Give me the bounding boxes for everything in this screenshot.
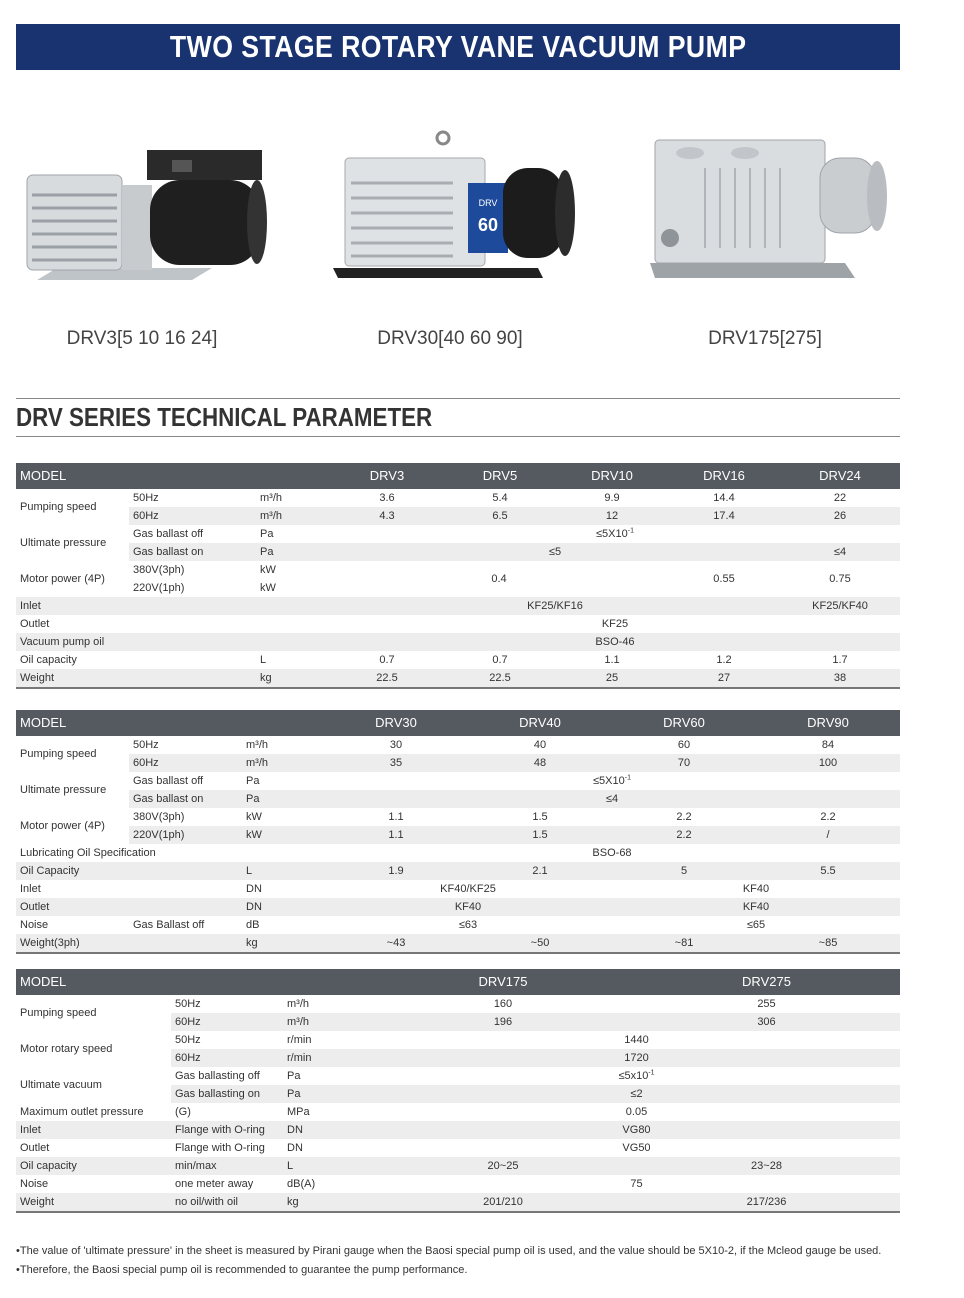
table-row: [16, 669, 900, 688]
row-unit: Pa: [283, 1067, 373, 1085]
table-row: [16, 790, 900, 808]
model-col: DRV3: [330, 463, 444, 489]
row-sub: Gas ballast off: [129, 525, 256, 543]
cell: 5.5: [756, 862, 900, 880]
cell: 30: [324, 736, 468, 754]
cell: 1.2: [668, 651, 780, 669]
cell: 20~25: [373, 1157, 633, 1175]
table-row: [16, 615, 900, 633]
cell: 1.1: [556, 651, 668, 669]
model-col: DRV275: [633, 969, 900, 995]
cell: 1.7: [780, 651, 900, 669]
badge-number: 60: [477, 215, 499, 235]
cell: 1440: [373, 1031, 900, 1049]
table-row: [16, 736, 900, 754]
table-header: [16, 969, 900, 995]
cell: 3.6: [330, 489, 444, 507]
row-unit: m³/h: [283, 1013, 373, 1031]
table-row: [16, 633, 900, 651]
cell: [324, 772, 900, 790]
table-row: [16, 1157, 900, 1175]
table-row: [16, 1175, 900, 1193]
row-label: Motor power (4P): [16, 808, 129, 844]
row-unit: MPa: [283, 1103, 373, 1121]
table-row: [16, 916, 900, 934]
cell: KF40: [612, 898, 900, 916]
exponent: -1: [624, 774, 631, 782]
row-label: Oil Capacity: [16, 862, 242, 880]
row-sub: 380V(3ph): [129, 808, 242, 826]
row-unit: L: [283, 1157, 373, 1175]
pump-image-drv175: [645, 128, 895, 293]
row-label: Weight: [16, 669, 256, 688]
row-unit: kg: [242, 934, 324, 953]
cell: ≤5: [330, 543, 780, 561]
value: ≤5X10: [593, 775, 625, 787]
row-label: Motor power (4P): [16, 561, 129, 597]
row-unit: kW: [256, 579, 330, 597]
row-sub: 50Hz: [129, 489, 256, 507]
cell: 26: [780, 507, 900, 525]
row-sub: 50Hz: [171, 995, 283, 1013]
cell: 1.1: [324, 808, 468, 826]
row-label: Oil capacity: [16, 651, 256, 669]
row-sub: 220V(1ph): [129, 579, 256, 597]
table-row: [16, 1031, 900, 1049]
cell: 6.5: [444, 507, 556, 525]
cell: KF25/KF16: [330, 597, 780, 615]
cell: KF40/KF25: [324, 880, 612, 898]
row-label: Vacuum pump oil: [16, 633, 330, 651]
cell: 84: [756, 736, 900, 754]
cell: 1.9: [324, 862, 468, 880]
cell: 0.55: [668, 561, 780, 597]
row-unit: DN: [242, 898, 324, 916]
spec-table-drv175-275: [16, 969, 900, 1213]
cell: ≤4: [324, 790, 900, 808]
row-label: Inlet: [16, 1121, 171, 1139]
row-unit: L: [242, 862, 324, 880]
cell: ≤2: [373, 1085, 900, 1103]
cell: BSO-46: [330, 633, 900, 651]
row-sub: 60Hz: [129, 507, 256, 525]
footnote-2: •Therefore, the Baosi special pump oil is recommended to guarantee the pump performance.: [16, 1264, 468, 1276]
row-label: Outlet: [16, 898, 242, 916]
cell: 160: [373, 995, 633, 1013]
table-row: [16, 543, 900, 561]
cell: [373, 1067, 900, 1085]
row-sub: Gas ballast on: [129, 543, 256, 561]
row-sub: Gas ballasting on: [171, 1085, 283, 1103]
row-sub: Flange with O-ring: [171, 1121, 283, 1139]
cell: 0.7: [330, 651, 444, 669]
row-unit: kW: [242, 808, 324, 826]
row-unit: kg: [283, 1193, 373, 1212]
row-sub: one meter away: [171, 1175, 283, 1193]
table-row: [16, 826, 900, 844]
row-sub: 50Hz: [129, 736, 242, 754]
pump-image-drv30: [333, 128, 583, 293]
spec-table-drv30-90: [16, 710, 900, 954]
model-col: DRV16: [668, 463, 780, 489]
row-label: Ultimate vacuum: [16, 1067, 171, 1103]
model-col: DRV5: [444, 463, 556, 489]
model-col: DRV24: [780, 463, 900, 489]
cell: 1.5: [468, 808, 612, 826]
table-row: [16, 1103, 900, 1121]
cell: ≤4: [780, 543, 900, 561]
cell: BSO-68: [324, 844, 900, 862]
value: ≤5x10: [618, 1070, 649, 1082]
cell: 75: [373, 1175, 900, 1193]
cell: KF40: [612, 880, 900, 898]
row-label: Inlet: [16, 880, 242, 898]
cell: KF25/KF40: [780, 597, 900, 615]
table-row: [16, 808, 900, 826]
row-sub: 220V(1ph): [129, 826, 242, 844]
cell: 255: [633, 995, 900, 1013]
table-row: [16, 934, 900, 953]
row-unit: kW: [242, 826, 324, 844]
cell: VG80: [373, 1121, 900, 1139]
table-row: [16, 1139, 900, 1157]
model-label: MODEL: [16, 710, 324, 736]
cell: 0.75: [780, 561, 900, 597]
table-row: [16, 898, 900, 916]
row-label: Weight: [16, 1193, 171, 1212]
row-sub: 60Hz: [129, 754, 242, 772]
exponent: -1: [627, 527, 634, 535]
table-header: [16, 710, 900, 736]
page-banner: [16, 24, 900, 70]
cell: 2.2: [612, 826, 756, 844]
model-col: DRV40: [468, 710, 612, 736]
row-unit: Pa: [256, 525, 330, 543]
cell: 60: [612, 736, 756, 754]
cell: 25: [556, 669, 668, 688]
cell: 17.4: [668, 507, 780, 525]
row-label: Oil capacity: [16, 1157, 171, 1175]
row-label: Weight(3ph): [16, 934, 242, 953]
row-unit: m³/h: [256, 507, 330, 525]
value: ≤5X10: [596, 528, 628, 540]
cell: 2.1: [468, 862, 612, 880]
product-caption-2: DRV30[40 60 90]: [377, 328, 523, 349]
table-row: [16, 772, 900, 790]
cell: ~81: [612, 934, 756, 953]
cell: VG50: [373, 1139, 900, 1157]
row-label: Ultimate pressure: [16, 525, 129, 561]
cell: 48: [468, 754, 612, 772]
cell: 4.3: [330, 507, 444, 525]
spec-table-drv3-24: [16, 463, 900, 689]
model-col: DRV90: [756, 710, 900, 736]
model-col: DRV30: [324, 710, 468, 736]
table-row: [16, 489, 900, 507]
cell: 14.4: [668, 489, 780, 507]
row-unit: DN: [242, 880, 324, 898]
row-label: Noise: [16, 1175, 171, 1193]
section-rule-bottom: [16, 436, 900, 437]
cell: 217/236: [633, 1193, 900, 1212]
model-col: DRV175: [373, 969, 633, 995]
row-unit: DN: [283, 1139, 373, 1157]
row-label: Inlet: [16, 597, 330, 615]
cell: ~50: [468, 934, 612, 953]
cell: 5.4: [444, 489, 556, 507]
row-unit: Pa: [242, 772, 324, 790]
pump-image-drv3: [22, 140, 272, 305]
row-unit: m³/h: [242, 736, 324, 754]
row-unit: L: [256, 651, 330, 669]
cell: 1.1: [324, 826, 468, 844]
row-unit: r/min: [283, 1031, 373, 1049]
cell: 1.5: [468, 826, 612, 844]
row-unit: DN: [283, 1121, 373, 1139]
product-caption-1: DRV3[5 10 16 24]: [66, 328, 218, 349]
table-row: [16, 754, 900, 772]
model-col: DRV60: [612, 710, 756, 736]
cell: [330, 525, 900, 543]
cell: 35: [324, 754, 468, 772]
cell: 22: [780, 489, 900, 507]
table-row: [16, 507, 900, 525]
cell: 5: [612, 862, 756, 880]
cell: 12: [556, 507, 668, 525]
cell: 38: [780, 669, 900, 688]
model-label: MODEL: [16, 969, 373, 995]
exponent: -1: [648, 1069, 655, 1077]
row-sub: 60Hz: [171, 1049, 283, 1067]
cell: 23~28: [633, 1157, 900, 1175]
cell: /: [756, 826, 900, 844]
model-col: DRV10: [556, 463, 668, 489]
row-unit: kg: [256, 669, 330, 688]
row-sub: 60Hz: [171, 1013, 283, 1031]
row-sub: Gas ballast on: [129, 790, 242, 808]
cell: KF40: [324, 898, 612, 916]
cell: 22.5: [330, 669, 444, 688]
section-rule-top: [16, 398, 900, 399]
row-label: Pumping speed: [16, 995, 171, 1031]
table-header: [16, 463, 900, 489]
row-label: Pumping speed: [16, 736, 129, 772]
table-row: [16, 525, 900, 543]
row-sub: Gas ballast off: [129, 772, 242, 790]
row-label: Lubricating Oil Specification: [16, 844, 324, 862]
cell: 2.2: [756, 808, 900, 826]
cell: 306: [633, 1013, 900, 1031]
row-sub: (G): [171, 1103, 283, 1121]
row-unit: Pa: [283, 1085, 373, 1103]
model-label: MODEL: [16, 463, 330, 489]
table-row: [16, 995, 900, 1013]
row-label: Ultimate pressure: [16, 772, 129, 808]
table-row: [16, 844, 900, 862]
row-unit: kW: [256, 561, 330, 579]
row-unit: m³/h: [256, 489, 330, 507]
product-caption-3: DRV175[275]: [708, 328, 822, 349]
table-row: [16, 561, 900, 579]
badge-label: DRV: [478, 198, 498, 208]
row-label: Outlet: [16, 1139, 171, 1157]
section-title: DRV SERIES TECHNICAL PARAMETER: [16, 402, 433, 432]
cell: ≤65: [612, 916, 900, 934]
row-unit: Pa: [256, 543, 330, 561]
row-label: Maximum outlet pressure: [16, 1103, 171, 1121]
row-label: Outlet: [16, 615, 330, 633]
banner-title: TWO STAGE ROTARY VANE VACUUM PUMP: [169, 29, 747, 64]
cell: ~43: [324, 934, 468, 953]
cell: 100: [756, 754, 900, 772]
row-sub: 50Hz: [171, 1031, 283, 1049]
row-sub: min/max: [171, 1157, 283, 1175]
table-row: [16, 651, 900, 669]
table-row: [16, 597, 900, 615]
row-unit: m³/h: [242, 754, 324, 772]
table-row: [16, 1067, 900, 1085]
row-sub: Gas ballasting off: [171, 1067, 283, 1085]
row-sub: Gas Ballast off: [129, 916, 242, 934]
table-row: [16, 1193, 900, 1212]
cell: 201/210: [373, 1193, 633, 1212]
row-unit: Pa: [242, 790, 324, 808]
cell: 2.2: [612, 808, 756, 826]
row-label: Pumping speed: [16, 489, 129, 525]
row-sub: 380V(3ph): [129, 561, 256, 579]
row-sub: Flange with O-ring: [171, 1139, 283, 1157]
row-sub: no oil/with oil: [171, 1193, 283, 1212]
table-row: [16, 862, 900, 880]
cell: ~85: [756, 934, 900, 953]
cell: 0.4: [330, 561, 668, 597]
cell: 0.7: [444, 651, 556, 669]
row-unit: m³/h: [283, 995, 373, 1013]
cell: 40: [468, 736, 612, 754]
cell: 22.5: [444, 669, 556, 688]
cell: 70: [612, 754, 756, 772]
row-unit: dB(A): [283, 1175, 373, 1193]
cell: 27: [668, 669, 780, 688]
cell: 1720: [373, 1049, 900, 1067]
footnote-1: •The value of 'ultimate pressure' in the sheet is measured by Pirani gauge when the Baosi special pump oil is used, and the value should be 5X10-2, if the Mcleod gauge be used.: [16, 1245, 882, 1257]
row-label: Noise: [16, 916, 129, 934]
cell: 0.05: [373, 1103, 900, 1121]
row-unit: dB: [242, 916, 324, 934]
table-row: [16, 880, 900, 898]
table-row: [16, 1121, 900, 1139]
cell: 196: [373, 1013, 633, 1031]
row-label: Motor rotary speed: [16, 1031, 171, 1067]
cell: KF25: [330, 615, 900, 633]
row-unit: r/min: [283, 1049, 373, 1067]
cell: ≤63: [324, 916, 612, 934]
cell: 9.9: [556, 489, 668, 507]
